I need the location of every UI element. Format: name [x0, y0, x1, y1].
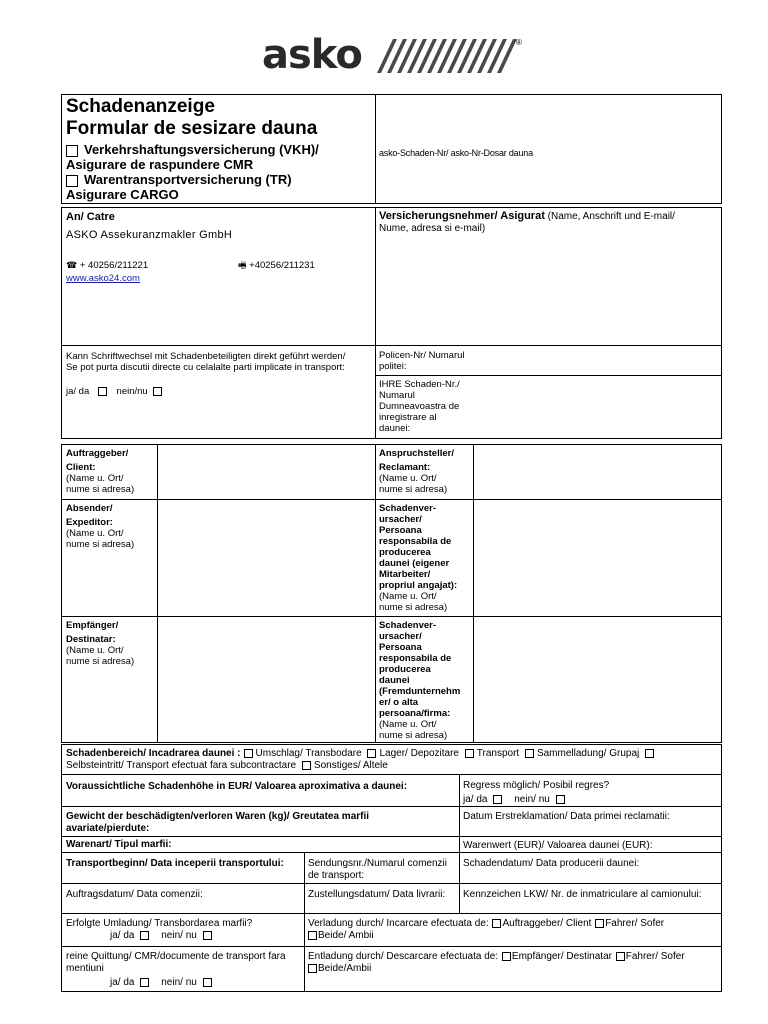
your-claim-line: daunei: — [379, 423, 411, 434]
sender-label-de: Absender/ — [66, 503, 113, 514]
consignee-label-ro: Destinatar: — [66, 634, 116, 645]
consignee-label-de: Empfänger/ — [66, 620, 119, 631]
damage-area-opt: Umschlag/ Transbodare — [255, 748, 362, 759]
reloading-no: nein/ nu — [161, 930, 197, 941]
client-label-de: Auftraggeber/ — [66, 448, 129, 459]
expected-amount-label: Voraussichtliche Schadenhöhe in EUR/ Valoarea aproximativa a daunei: — [66, 781, 408, 792]
fax-icon: 🖷 — [238, 260, 247, 270]
reloading-label — [66, 918, 252, 942]
weight-label — [66, 811, 369, 835]
goods-type-label: Warenart/ Tipul marfii: — [66, 839, 172, 850]
your-claim-line: inregistrare al — [379, 412, 437, 423]
recourse-options — [463, 794, 609, 806]
client-label-ro: Client: — [66, 462, 96, 473]
sender-label — [66, 503, 156, 550]
checkbox-icon[interactable] — [244, 749, 253, 758]
correspondence-question — [66, 351, 372, 373]
transport-start-label: Transportbeginn/ Data inceperii transportului: — [66, 858, 284, 869]
damage-date-label: Schadendatum/ Data producerii daunei: — [463, 858, 640, 869]
option-vkh-label: Verkehrshaftungsversicherung (VKH)/ — [84, 142, 319, 157]
causer-label-line: ursacher/ — [379, 514, 422, 525]
checkbox-icon[interactable] — [203, 978, 212, 987]
recipient-label: An/ Catre — [66, 211, 115, 223]
checkbox-icon[interactable] — [66, 145, 78, 157]
shipment-line: Sendungsnr./Numarul comenzii — [308, 858, 447, 869]
causer-label-line: responsabila de — [379, 536, 452, 547]
client-hint: nume si adresa) — [66, 484, 135, 495]
claim-number-label: asko-Schaden-Nr/ asko-Nr-Dosar dauna — [379, 148, 533, 158]
causer-label-line: Schadenver- — [379, 503, 437, 514]
logo-stripes-icon — [365, 39, 525, 73]
insured-label — [379, 210, 719, 235]
damage-area-row — [66, 748, 718, 772]
claimant-hint: (Name u. Ort/ — [379, 473, 437, 484]
unloading-opt: Beide/Ambii — [318, 963, 372, 974]
causer-label-line: producerea — [379, 547, 431, 558]
policy-line1: Policen-Nr/ Numarul — [379, 350, 465, 361]
checkbox-icon[interactable] — [502, 952, 511, 961]
loading-label — [308, 918, 720, 942]
correspondence-line1: Kann Schriftwechsel mit Schadenbeteiligten direkt geführt werden/ — [66, 351, 346, 362]
checkbox-icon[interactable] — [153, 387, 162, 396]
damage-area-opt: Sammelladung/ Grupaj — [536, 748, 640, 759]
correspondence-line2: Se pot purta discutii directe cu celalalte parti implicate in transport: — [66, 362, 345, 373]
receipt-line: mentiuni — [66, 963, 104, 974]
goods-value-label: Warenwert (EUR)/ Valoarea daunei (EUR): — [463, 840, 653, 851]
consignee-hint: nume si adresa) — [66, 656, 135, 667]
claimant-label — [379, 448, 473, 495]
causer-label-line: propriul angajat): — [379, 580, 458, 591]
unloading-opt: Fahrer/ Sofer — [625, 951, 685, 962]
insured-label-line2: Nume, adresa si e-mail) — [379, 223, 486, 234]
causer-third-party-label — [379, 620, 473, 741]
damage-area-opt: Selbsteintritt/ Transport efectuat fara subcontractare — [66, 760, 297, 771]
option-vkh-ro: Asigurare de raspundere CMR — [66, 157, 254, 172]
consignee-hint: (Name u. Ort/ — [66, 645, 124, 656]
page-title: Schadenanzeige — [66, 96, 215, 117]
checkbox-icon[interactable] — [98, 387, 107, 396]
correspondence-options — [66, 386, 165, 397]
policy-line2: politei: — [379, 361, 407, 372]
sender-hint: nume si adresa) — [66, 539, 135, 550]
causer-third-label-line: persoana/firma: — [379, 708, 451, 719]
phone-icon: ☎ — [66, 260, 78, 270]
loading-opt: Auftraggeber/ Client — [502, 918, 592, 929]
damage-area-opt: Sonstiges/ Altele — [313, 760, 388, 771]
your-claim-line: Dumneavoastra de — [379, 401, 460, 412]
phone-row — [66, 260, 148, 271]
checkbox-icon[interactable] — [308, 931, 317, 940]
insured-label-bold: Versicherungsnehmer/ Asigurat — [379, 210, 545, 222]
checkbox-icon[interactable] — [595, 919, 604, 928]
causer-label-line: Mitarbeiter/ — [379, 569, 431, 580]
claimant-label-line: Reclamant: — [379, 462, 431, 473]
your-claim-number-label — [379, 379, 460, 434]
option-tr-label: Warentransportversicherung (TR) — [84, 172, 292, 187]
unloading-opt: Empfänger/ Destinatar — [511, 951, 612, 962]
recourse-yes: ja/ da — [463, 794, 488, 805]
causer-third-hint: nume si adresa) — [379, 730, 448, 741]
weight-line: avariate/pierdute: — [66, 823, 150, 834]
registered-mark: ® — [516, 38, 522, 47]
loading-opt: Fahrer/ Sofer — [605, 918, 665, 929]
header-left — [66, 96, 371, 202]
checkbox-icon[interactable] — [492, 919, 501, 928]
reloading-options — [66, 930, 252, 942]
asko-logo — [262, 32, 532, 80]
checkbox-icon[interactable] — [308, 964, 317, 973]
causer-label-line: Persoana — [379, 525, 422, 536]
claimant-hint: nume si adresa) — [379, 484, 448, 495]
website-link[interactable]: www.asko24.com — [66, 273, 140, 284]
reloading-yes: ja/ da — [110, 930, 135, 941]
checkbox-icon[interactable] — [616, 952, 625, 961]
sender-label-ro: Expeditor: — [66, 517, 113, 528]
recipient-company: ASKO Assekuranzmakler GmbH — [66, 229, 233, 241]
causer-third-label-line: Schadenver- — [379, 620, 437, 631]
first-claim-date-label: Datum Erstreklamation/ Data primei reclamatii: — [463, 811, 670, 822]
causer-third-hint: (Name u. Ort/ — [379, 719, 437, 730]
insured-label-rest: (Name, Anschrift und E-mail/ — [547, 211, 675, 222]
causer-third-label-line: responsabila de — [379, 653, 452, 664]
recourse-no: nein/ nu — [514, 794, 550, 805]
shipment-number-label — [308, 858, 447, 882]
weight-line: Gewicht der beschädigten/verloren Waren (kg)/ Greutatea marfii — [66, 811, 370, 822]
your-claim-line: IHRE Schaden-Nr./ — [379, 379, 460, 390]
causer-third-label-line: (Fremdunternehm — [379, 686, 461, 697]
clean-receipt-label — [66, 951, 302, 989]
correspondence-no-label: nein/nu — [116, 386, 148, 397]
checkbox-icon[interactable] — [140, 978, 149, 987]
fax-number: +40256/211231 — [249, 260, 315, 271]
logo-wordmark: asko — [262, 32, 362, 78]
loading-opt: Beide/ Ambii — [318, 930, 374, 941]
policy-number-label — [379, 350, 465, 372]
checkbox-icon[interactable] — [203, 931, 212, 940]
causer-third-label-line: producerea — [379, 664, 431, 675]
delivery-date-label: Zustellungsdatum/ Data livrarii: — [308, 889, 446, 900]
checkbox-icon[interactable] — [465, 749, 474, 758]
website-row — [66, 273, 140, 284]
damage-area-label: Schadenbereich/ Incadrarea daunei : — [66, 748, 241, 759]
client-hint: (Name u. Ort/ — [66, 473, 124, 484]
checkbox-icon[interactable] — [302, 761, 311, 770]
fax-row — [238, 260, 315, 271]
damage-area-opt: Lager/ Depozitare — [379, 748, 459, 759]
option-tr[interactable] — [66, 172, 371, 187]
option-vkh[interactable] — [66, 142, 371, 157]
phone-number: + 40256/211221 — [79, 260, 149, 271]
causer-hint: nume si adresa) — [379, 602, 448, 613]
loading-question: Verladung durch/ Incarcare efectuata de: — [308, 918, 489, 929]
client-label — [66, 448, 156, 495]
recourse-label — [463, 780, 609, 806]
checkbox-icon[interactable] — [525, 749, 534, 758]
causer-hint: (Name u. Ort/ — [379, 591, 437, 602]
receipt-line: reine Quittung/ CMR/documente de transport fara — [66, 951, 286, 962]
causer-third-label-line: ursacher/ — [379, 631, 422, 642]
sender-hint: (Name u. Ort/ — [66, 528, 124, 539]
receipt-no: nein/ nu — [161, 977, 197, 988]
option-tr-ro: Asigurare CARGO — [66, 187, 179, 202]
truck-plate-label: Kennzeichen LKW/ Nr. de inmatriculare al camionului: — [463, 889, 702, 900]
checkbox-icon[interactable] — [367, 749, 376, 758]
reloading-question: Erfolgte Umladung/ Transbordarea marfii? — [66, 918, 253, 929]
checkbox-icon[interactable] — [645, 749, 654, 758]
checkbox-icon[interactable] — [556, 795, 565, 804]
recourse-question: Regress möglich/ Posibil regres? — [463, 780, 610, 791]
receipt-options — [66, 977, 302, 989]
causer-employee-label — [379, 503, 473, 613]
checkbox-icon[interactable] — [140, 931, 149, 940]
checkbox-icon[interactable] — [66, 175, 78, 187]
checkbox-icon[interactable] — [493, 795, 502, 804]
your-claim-line: Numarul — [379, 390, 415, 401]
causer-third-label-line: daunei — [379, 675, 410, 686]
order-date-label: Auftragsdatum/ Data comenzii: — [66, 889, 203, 900]
unloading-question: Entladung durch/ Descarcare efectuata de: — [308, 951, 499, 962]
receipt-yes: ja/ da — [110, 977, 135, 988]
recipient-party-label — [66, 620, 156, 667]
correspondence-yes-label: ja/ da — [66, 386, 90, 397]
damage-area-opt: Transport — [476, 748, 520, 759]
shipment-line: de transport: — [308, 870, 365, 881]
unloading-label — [308, 951, 720, 975]
causer-third-label-line: er/ o alta — [379, 697, 419, 708]
page-title-ro: Formular de sesizare dauna — [66, 118, 318, 139]
causer-label-line: daunei (eigener — [379, 558, 450, 569]
causer-third-label-line: Persoana — [379, 642, 422, 653]
claimant-label-line: Anspruchsteller/ — [379, 448, 454, 459]
